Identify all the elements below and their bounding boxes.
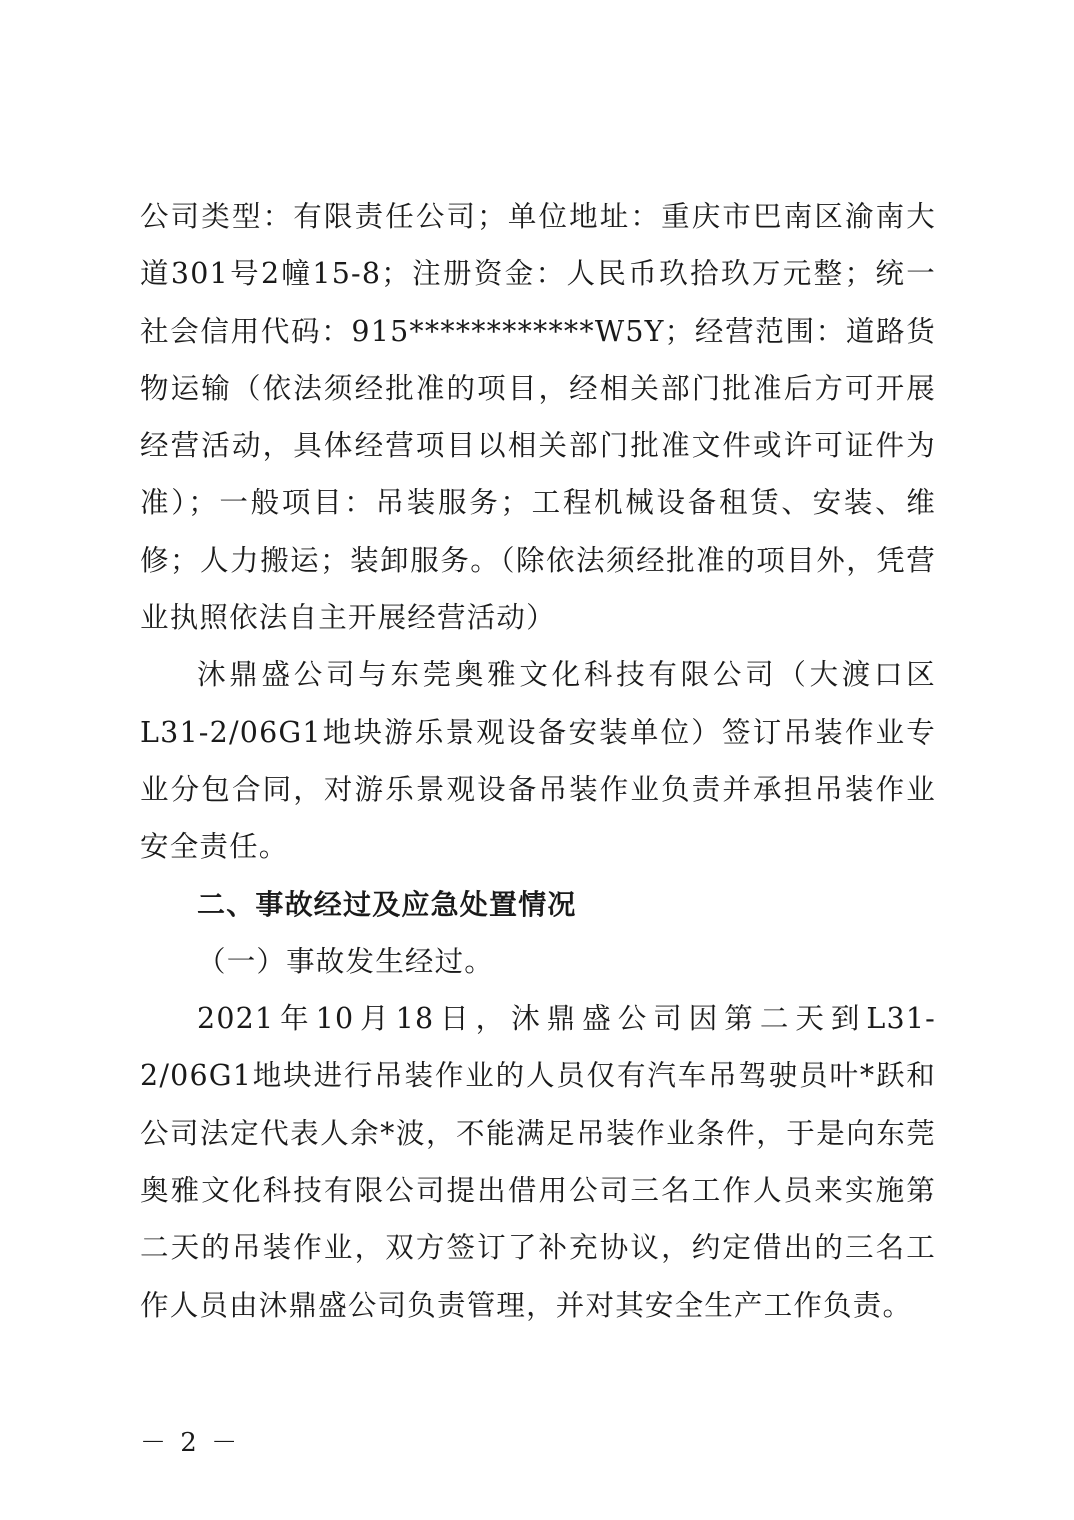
document-body	[140, 188, 936, 1334]
subsection-heading: （一）事故发生经过。	[197, 944, 495, 978]
subcontract-paragraph: 沐鼎盛公司与东莞奥雅文化科技有限公司（大渡口区L31-2/06G1地块游乐景观设备安装单位）签订吊装作业专业分包合同，对游乐景观设备吊装作业负责并承担吊装作业安全责任。	[140, 658, 936, 864]
company-info-paragraph: 公司类型：有限责任公司；单位地址：重庆市巴南区渝南大道301号2幢15-8；注册资金：人民币玖拾玖万元整；统一社会信用代码：915************W5Y；经营范围：道路货物运输（依法须经批准的项目，经相关部门批准后方可开展经营活动，具体经营项目以相关部门批准文件或许可证件为准）；一般项目：吊装服务；工程机械设备租赁、安装、维修；人力搬运；装卸服务。（除依法须经批准的项目外，凭营业执照依法自主开展经营活动）	[140, 200, 936, 635]
page-number: － 2 －	[140, 1428, 241, 1458]
accident-paragraph: 2021年10月18日，沐鼎盛公司因第二天到L31-2/06G1地块进行吊装作业的人员仅有汽车吊驾驶员叶*跃和公司法定代表人余*波，不能满足吊装作业条件，于是向东莞奥雅文化科技有限公司提出借用公司三名工作人员来实施第二天的吊装作业，双方签订了补充协议，约定借出的三名工作人员由沐鼎盛公司负责管理，并对其安全生产工作负责。	[140, 1002, 936, 1322]
section-heading: 二、事故经过及应急处置情况	[197, 887, 577, 921]
